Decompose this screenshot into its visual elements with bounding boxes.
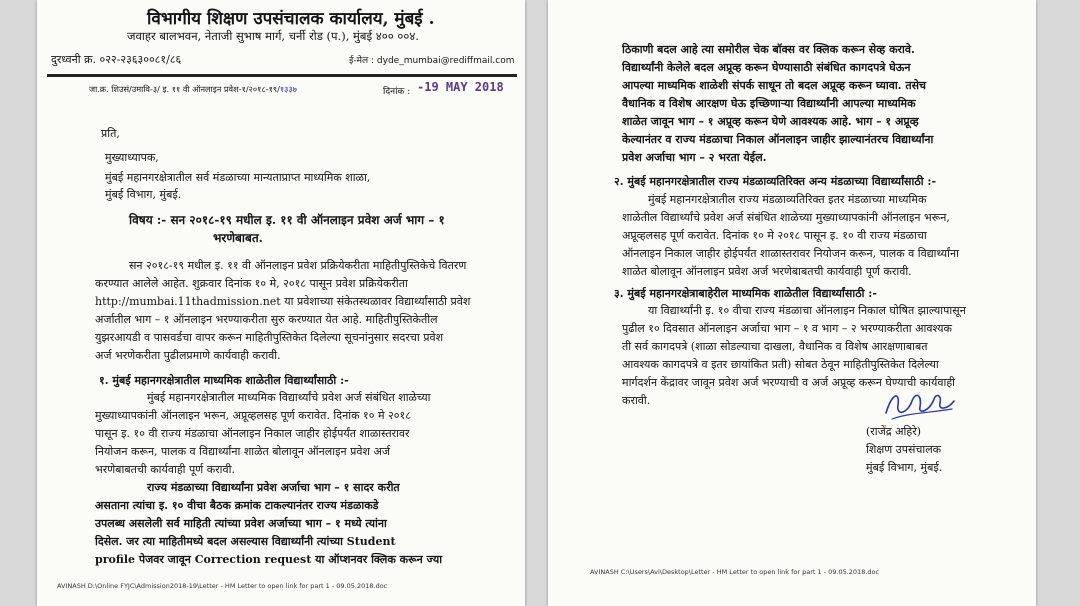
- signatory-office: मुंबई विभाग, मुंबई.: [866, 461, 943, 474]
- paragraph-line: करावी.: [622, 394, 651, 407]
- paragraph-line: विद्यार्थ्यांनी केलेले बदल अप्रूव्ह करून घेण्यासाठी संबंधित कागदपत्रे घेऊन: [622, 61, 911, 74]
- paragraph-line: सन २०१८-१९ मधील इ. ११ वी ऑनलाइन प्रवेश प्रक्रियेकरीता माहितीपुस्तिकेचे वितरण: [129, 259, 467, 272]
- section-heading: २. मुंबई महानगरक्षेत्रातील राज्य मंडळाव्यतिरिक्त अन्य मंडळाच्या विद्यार्थ्यांसाठी :-: [614, 175, 937, 188]
- section-heading: १. मुंबई महानगरक्षेत्रातील माध्यमिक शाळेतील विद्यार्थ्यांसाठी :-: [99, 374, 349, 387]
- paragraph-line: मुंबई महानगरक्षेत्रातील माध्यमिक विद्यार्थ्यांचे प्रवेश अर्ज संबंधित शाळेच्या: [147, 391, 431, 404]
- paragraph-line: युझरआयडी व पासवर्डचा वापर करून माहितीपुस्तिकेत दिलेल्या सूचनांनुसार सदरचा प्रवेश: [95, 331, 444, 344]
- paragraph-line: केल्यानंतर व राज्य मंडळाचा निकाल ऑनलाइन जाहीर झाल्यानंतरच विद्यार्थ्यांना: [622, 133, 934, 146]
- signatory-name: (राजेंद्र अहिरे): [866, 425, 922, 438]
- paragraph-line: शाळेत बोलावून ऑनलाइन प्रवेश अर्ज भरणेबाबतची कार्यवाही पूर्ण करावी.: [622, 265, 912, 278]
- paragraph-line: असताना त्यांचा इ. १० वीचा बैठक क्रमांक टाकल्यानंतर राज्य मंडळाकडे: [95, 499, 379, 512]
- paragraph-line: मार्गदर्शन केंद्रावर जावून प्रवेश अर्ज भरण्याची व अर्ज अप्रूव्ह करून घेण्याची कार्यवाही: [622, 376, 956, 389]
- recipient-line: प्रति,: [101, 127, 120, 140]
- letter-page-1: [37, 0, 525, 606]
- paragraph-line: राज्य मंडळाच्या विद्यार्थ्यांना प्रवेश अर्जाचा भाग – १ सादर करीत: [147, 481, 400, 494]
- paragraph-line: दिसेल. जर त्या माहितीमध्ये बदल असल्यास विद्यार्थ्यांनी त्यांच्या Student: [95, 535, 396, 548]
- paragraph-line: ठिकाणी बदल आहे त्या समोरील चेक बॉक्स वर क्लिक करून सेव्ह करावे.: [622, 43, 915, 56]
- paragraph-line: शाळेत जावून भाग – १ अप्रूव्ह करून घेणे आवश्यक आहे. भाग – १ अप्रूव्ह: [622, 115, 919, 128]
- paragraph-line: profile पेजवर जावून Correction request या ऑप्शनवर क्लिक करून ज्या: [95, 553, 443, 566]
- recipient-line: मुख्याध्यापक,: [105, 151, 159, 164]
- paragraph-line: भरणेबाबतची कार्यवाही पूर्ण करावी.: [95, 463, 235, 476]
- subject-line: विषय :- सन २०१८-१९ मधील इ. ११ वी ऑनलाइन प्रवेश अर्ज भाग – १: [129, 213, 445, 227]
- file-path-footer: AVINASH D:\Online FYJC\Admission2018-19\Letter - HM Letter to open link for part 1 - 09.05.2018.doc: [57, 582, 388, 590]
- paragraph-line: ती सर्व कागदपत्रे (शाळा सोडल्याचा दाखला, वैधानिक व विशेष आरक्षणाबाबत: [622, 340, 928, 353]
- paragraph-line: अप्रूव्हलसह पूर्ण करावेत. दिनांक १० मे २०१८ पासून इ. १० वी राज्य मंडळाचा: [622, 229, 927, 242]
- paragraph-line: अर्जातील भाग – १ ऑनलाइन भरण्याकरीता सुरु करण्यात येत आहे. माहितीपुस्तिकेतील: [95, 313, 438, 326]
- office-email: ई-मेल : dyde_mumbai@rediffmail.com: [349, 56, 515, 66]
- paragraph-line: http://mumbai.11thadmission.net या प्रवेशाच्या संकेतस्थळावर विद्यार्थ्यांसाठी प्रवेश: [95, 295, 471, 308]
- paragraph-line: उपलब्ध असलेली सर्व माहिती त्यांच्या प्रवेश अर्जाच्या भाग – १ मध्ये त्यांना: [95, 517, 387, 530]
- paragraph-line: आपल्या माध्यमिक शाळेशी संपर्क साधून तो बदल अप्रूव्ह करून घ्यावा. तसेच: [622, 79, 927, 92]
- section-heading: ३. मुंबई महानगरक्षेत्राबाहेरील माध्यमिक शाळेतील विद्यार्थ्यांसाठी :-: [614, 287, 877, 300]
- signature: [878, 383, 958, 425]
- paragraph-line: वैधानिक व विशेष आरक्षण घेऊ इच्छिणाऱ्या विद्यार्थ्यांनी आपल्या माध्यमिक: [622, 97, 916, 110]
- paragraph-line: ऑनलाइन निकाल जाहीर होईपर्यंत शाळास्तरावर नियोजन करून, पालक व विद्यार्थ्यांना: [622, 247, 959, 260]
- letterhead-rule: [47, 74, 517, 77]
- paragraph-line: नियोजन करून, पालक व विद्यार्थ्यांना शाळेत बोलावून ऑनलाइन प्रवेश अर्ज: [95, 445, 391, 458]
- paragraph-line: करण्यात आलेले आहेत. शुक्रवार दिनांक १० मे, २०१८ पासून प्रवेश प्रक्रियेकरीता: [95, 277, 408, 290]
- paragraph-line: मुख्याध्यापकांनी ऑनलाइन भरून, अप्रूव्हलसह पूर्ण करावेत. दिनांक १० मे २०१८: [95, 409, 411, 422]
- recipient-line: मुंबई विभाग, मुंबई.: [105, 188, 182, 201]
- file-path-footer: AVINASH C:\Users\Avi\Desktop\Letter - HM Letter to open link for part 1 - 09.05.2018.doc: [590, 568, 880, 576]
- paragraph-line: प्रवेश अर्जाचा भाग – २ भरता येईल.: [622, 151, 767, 164]
- recipient-line: मुंबई महानगरक्षेत्रातील सर्व मंडळाच्या मान्यताप्राप्त माध्यमिक शाळा,: [105, 171, 371, 184]
- reference-number: जा.क्र. शिउसं/उमावि-३/ इ. ११ वी ऑनलाइन प्रवेश-१/२०१८-१९/१३३७: [89, 84, 297, 94]
- subject-line: भरणेबाबत.: [213, 231, 263, 245]
- handwritten-number: १३३७: [279, 84, 297, 94]
- paragraph-line: पासून इ. १० वी राज्य मंडळाचा ऑनलाइन निकाल जाहीर होईपर्यंत शाळास्तरावर: [95, 427, 410, 440]
- paragraph-line: मुंबई महानगरक्षेत्रातील राज्य मंडळाव्यतिरिक्त इतर मंडळाच्या माध्यमिक: [648, 193, 927, 206]
- letter-page-2: [548, 0, 1036, 606]
- paragraph-line: या विद्यार्थ्यांनी इ. १० वीचा राज्य मंडळाचा ऑनलाइन निकाल घोषित झाल्यापासून: [648, 304, 966, 317]
- office-phone: दुरध्वनी क्र. ०२२-२३६३००८१/८६: [51, 53, 182, 66]
- office-address: जवाहर बालभवन, नेताजी सुभाष मार्ग, चर्नी रोड (प.), मुंबई ४०० ००४.: [127, 29, 419, 43]
- office-title: विभागीय शिक्षण उपसंचालक कार्यालय, मुंबई .: [147, 9, 435, 29]
- date-stamp: -19 MAY 2018: [417, 80, 504, 94]
- paragraph-line: अर्ज भरणेकरीता पुढीलप्रमाणे कार्यवाही करावी.: [95, 349, 281, 362]
- paragraph-line: पुढील १० दिवसात ऑनलाइन अर्जाचा भाग – १ व भाग – २ भरण्याकरीता आवश्यक: [622, 322, 952, 335]
- signatory-designation: शिक्षण उपसंचालक: [866, 443, 942, 456]
- date-label: दिनांक :: [383, 87, 411, 97]
- paragraph-line: आवश्यक कागदपत्रे व इतर छायांकित प्रती) सोबत ठेवून माहितीपुस्तिकेत दिलेल्या: [622, 358, 939, 371]
- paragraph-line: शाळेतील विद्यार्थ्यांचे प्रवेश अर्ज संबंधित शाळेच्या मुख्याध्यापकांनी ऑनलाइन भरून,: [622, 211, 950, 224]
